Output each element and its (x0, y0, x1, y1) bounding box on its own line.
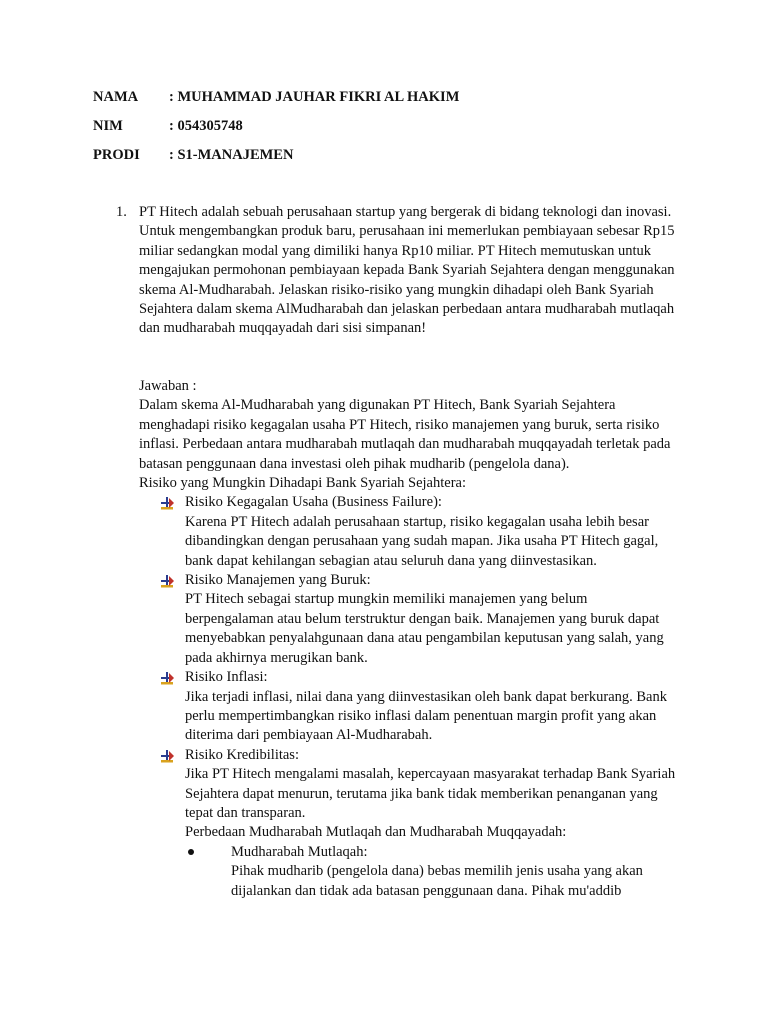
name-value: : MUHAMMAD JAUHAR FIKRI AL HAKIM (169, 89, 460, 105)
question-text: PT Hitech adalah sebuah perusahaan startup yang bergerak di bidang teknologi dan inovasi. Untuk mengembangkan produk baru, perusahaan ini memerlukan pembiayaan sebesar Rp15 miliar sedangkan modal yang dimiliki hanya Rp10 miliar. PT Hitech memutuskan untuk mengajukan permohonan pembiayaan kepada Bank Syariah Sejahtera dengan menggunakan skema Al-Mudharabah. Jelaskan risiko-risiko yang mungkin dihadapi oleh Bank Syariah Sejahtera dalam skema AlMudharabah dan jelaskan perbedaan antara mudharabah mutlaqah dan mudharabah muqqayadah dari sisi simpanan! (139, 204, 675, 337)
risk-title: Risiko Inflasi: (185, 669, 268, 686)
identity-nim-row (93, 117, 243, 135)
answer-label: Jawaban : (139, 378, 197, 394)
diff-heading: Perbedaan Mudharabah Mutlaqah dan Mudharabah Muqqayadah: (185, 824, 567, 841)
risk-title: Risiko Kredibilitas: (185, 746, 299, 763)
risk-title: Risiko Manajemen yang Buruk: (185, 572, 371, 589)
nim-key: NIM (93, 118, 123, 134)
bullet-dot-icon (188, 849, 194, 855)
diff-title: Mudharabah Mutlaqah: (231, 843, 368, 860)
arrow-bullet-icon (161, 671, 175, 685)
risk-text: Jika terjadi inflasi, nilai dana yang diinvestasikan oleh bank dapat berkurang. Bank perlu mempertimbangkan risiko inflasi dalam penentuan margin profit yang akan diterima dari pembiayaan Al-Mudharabah. (185, 688, 667, 744)
risk-item (139, 493, 679, 571)
diff-text: Pihak mudharib (pengelola dana) bebas memilih jenis usaha yang akan dijalankan dan tidak ada batasan penggunaan dana. Pihak mu'addib (231, 863, 643, 899)
risk-item (139, 571, 679, 668)
name-key: NAMA (93, 89, 139, 105)
risk-title: Risiko Kegagalan Usaha (Business Failure): (185, 494, 442, 511)
arrow-bullet-icon (161, 496, 175, 510)
risk-text: Jika PT Hitech mengalami masalah, kepercayaan masyarakat terhadap Bank Syariah Sejahtera dapat menurun, terutama jika bank tidak memberikan penanganan yang tepat dan transparan. (185, 766, 676, 821)
identity-prodi-row (93, 146, 293, 164)
prodi-key: PRODI (93, 147, 140, 163)
risk-item (139, 746, 679, 824)
risk-text: Karena PT Hitech adalah perusahaan startup, risiko kegagalan usaha lebih besar dibandingkan dengan perusahaan yang sudah mapan. Jika usaha PT Hitech gagal, bank dapat kehilangan sebagian atau seluruh dana yang diinvestasikan. (185, 513, 659, 569)
prodi-value: : S1-MANAJEMEN (169, 147, 294, 163)
question-number-text: 1. (116, 204, 127, 220)
answer-intro: Dalam skema Al-Mudharabah yang digunakan PT Hitech, Bank Syariah Sejahtera menghadapi risiko kegagalan usaha PT Hitech, risiko manajemen yang buruk, serta risiko inflasi. Perbedaan antara mudharabah mutlaqah dan mudharabah muqqayadah terletak pada batasan penggunaan dana investasi oleh pihak mudharib (pengelola dana). (139, 397, 671, 472)
risk-heading: Risiko yang Mungkin Dihadapi Bank Syariah Sejahtera: (139, 475, 467, 492)
risk-text: PT Hitech sebagai startup mungkin memiliki manajemen yang belum berpengalaman atau belum terstruktur dengan baik. Manajemen yang buruk dapat menyebabkan penyalahgunaan dana atau pengambilan keputusan yang salah, yang pada akhirnya merugikan bank. (185, 591, 664, 666)
answer-block (139, 377, 679, 901)
arrow-bullet-icon (161, 749, 175, 763)
arrow-bullet-icon (161, 574, 175, 588)
question-number (116, 203, 127, 222)
risk-item (139, 668, 679, 746)
diff-item (139, 843, 679, 901)
nim-value: : 054305748 (169, 118, 243, 134)
identity-name-row (93, 88, 459, 106)
